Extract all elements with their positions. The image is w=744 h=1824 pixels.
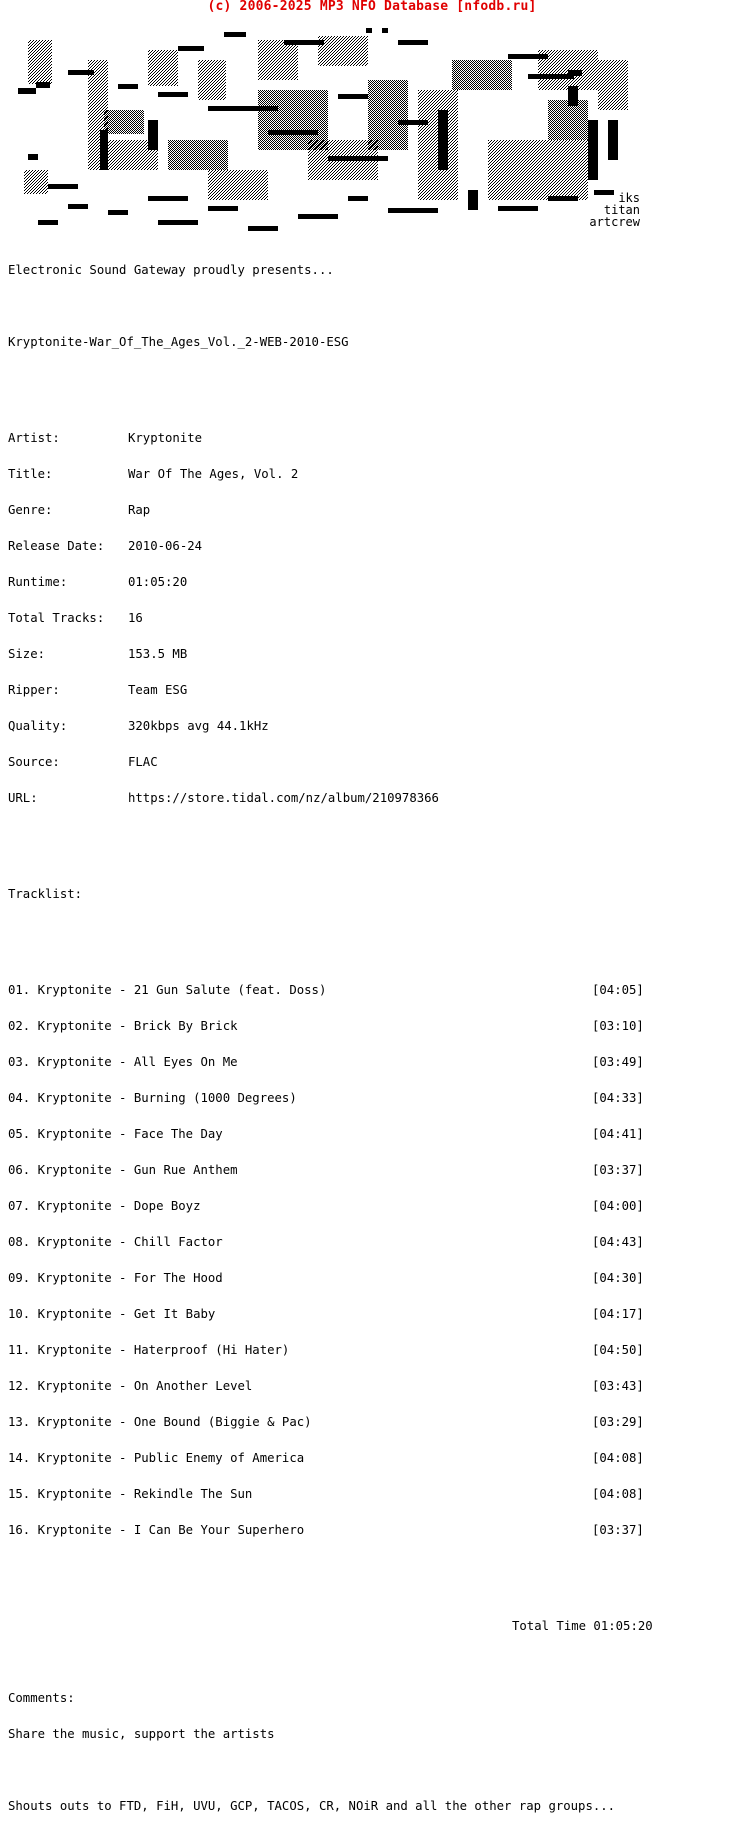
field-value: Team ESG	[128, 683, 188, 697]
track-duration: [03:37]	[592, 1523, 644, 1537]
track-title: 15. Kryptonite - Rekindle The Sun	[8, 1487, 253, 1501]
track-duration: [04:50]	[592, 1343, 644, 1357]
track-title: 09. Kryptonite - For The Hood	[8, 1271, 223, 1285]
track-duration: [03:49]	[592, 1055, 644, 1069]
track-row	[8, 1128, 708, 1140]
field-key: Ripper:	[8, 683, 60, 697]
tracklist-heading: Tracklist:	[8, 887, 83, 901]
logo-credit: artcrew	[589, 215, 640, 229]
field-value: FLAC	[128, 755, 158, 769]
field-row	[8, 792, 708, 804]
comments-heading: Comments:	[8, 1691, 75, 1705]
field-key: Title:	[8, 467, 53, 481]
field-value: 320kbps avg 44.1kHz	[128, 719, 269, 733]
track-title: 04. Kryptonite - Burning (1000 Degrees)	[8, 1091, 297, 1105]
logo-credit: titan	[603, 203, 640, 217]
logo-credit: iks	[618, 191, 640, 205]
track-row	[8, 1272, 708, 1284]
track-duration: [04:41]	[592, 1127, 644, 1141]
track-row	[8, 1308, 708, 1320]
track-duration: [03:29]	[592, 1415, 644, 1429]
track-row	[8, 1092, 708, 1104]
track-title: 07. Kryptonite - Dope Boyz	[8, 1199, 201, 1213]
track-title: 16. Kryptonite - I Can Be Your Superhero	[8, 1523, 305, 1537]
field-value: War Of The Ages, Vol. 2	[128, 467, 299, 481]
track-duration: [04:05]	[592, 983, 644, 997]
track-title: 08. Kryptonite - Chill Factor	[8, 1235, 223, 1249]
field-row	[8, 540, 708, 552]
field-key: Size:	[8, 647, 46, 661]
field-key: Total Tracks:	[8, 611, 105, 625]
track-duration: [03:10]	[592, 1019, 644, 1033]
track-row	[8, 1164, 708, 1176]
field-row	[8, 504, 708, 516]
field-value: https://store.tidal.com/nz/album/210978366	[128, 791, 439, 805]
field-row	[8, 648, 708, 660]
esg-ascii-logo	[8, 20, 644, 232]
field-row	[8, 720, 708, 732]
track-title: 12. Kryptonite - On Another Level	[8, 1379, 253, 1393]
track-title: 14. Kryptonite - Public Enemy of America	[8, 1451, 305, 1465]
field-value: 16	[128, 611, 143, 625]
field-value: Kryptonite	[128, 431, 203, 445]
track-duration: [04:33]	[592, 1091, 644, 1105]
track-row	[8, 1056, 708, 1068]
intro-line: Electronic Sound Gateway proudly presents...	[8, 263, 334, 277]
field-key: Artist:	[8, 431, 60, 445]
track-row	[8, 1488, 708, 1500]
track-row	[8, 984, 708, 996]
tracklist	[8, 960, 708, 1560]
comments-text: Share the music, support the artists	[8, 1727, 275, 1741]
release-name: Kryptonite-War_Of_The_Ages_Vol._2-WEB-2010-ESG	[8, 335, 349, 349]
field-value: 153.5 MB	[128, 647, 188, 661]
track-title: 01. Kryptonite - 21 Gun Salute (feat. Doss)	[8, 983, 327, 997]
track-duration: [04:30]	[592, 1271, 644, 1285]
field-key: Runtime:	[8, 575, 68, 589]
track-duration: [04:00]	[592, 1199, 644, 1213]
track-duration: [03:43]	[592, 1379, 644, 1393]
track-row	[8, 1524, 708, 1536]
field-row	[8, 612, 708, 624]
logo-credits	[589, 192, 640, 228]
track-row	[8, 1380, 708, 1392]
release-fields	[8, 408, 708, 828]
site-banner[interactable]: (c) 2006-2025 MP3 NFO Database [nfodb.ru]	[207, 0, 537, 14]
track-title: 03. Kryptonite - All Eyes On Me	[8, 1055, 238, 1069]
track-row	[8, 1200, 708, 1212]
track-row	[8, 1344, 708, 1356]
field-row	[8, 432, 708, 444]
field-key: Quality:	[8, 719, 68, 733]
field-key: URL:	[8, 791, 38, 805]
field-value: Rap	[128, 503, 151, 517]
track-title: 05. Kryptonite - Face The Day	[8, 1127, 223, 1141]
field-value: 01:05:20	[128, 575, 188, 589]
track-row	[8, 1416, 708, 1428]
track-row	[8, 1020, 708, 1032]
track-title: 06. Kryptonite - Gun Rue Anthem	[8, 1163, 238, 1177]
shoutouts: Shouts outs to FTD, FiH, UVU, GCP, TACOS, CR, NOiR and all the other rap groups...	[8, 1799, 616, 1813]
field-key: Genre:	[8, 503, 53, 517]
track-title: 02. Kryptonite - Brick By Brick	[8, 1019, 238, 1033]
track-title: 11. Kryptonite - Haterproof (Hi Hater)	[8, 1343, 290, 1357]
track-title: 13. Kryptonite - One Bound (Biggie & Pac)	[8, 1415, 312, 1429]
total-time: Total Time 01:05:20	[512, 1619, 653, 1633]
field-row	[8, 756, 708, 768]
track-row	[8, 1452, 708, 1464]
field-row	[8, 684, 708, 696]
track-duration: [04:43]	[592, 1235, 644, 1249]
track-duration: [04:08]	[592, 1451, 644, 1465]
track-duration: [04:17]	[592, 1307, 644, 1321]
field-key: Release Date:	[8, 539, 105, 553]
track-duration: [03:37]	[592, 1163, 644, 1177]
nfo-text	[8, 240, 708, 1824]
field-key: Source:	[8, 755, 60, 769]
track-duration: [04:08]	[592, 1487, 644, 1501]
field-row	[8, 468, 708, 480]
track-title: 10. Kryptonite - Get It Baby	[8, 1307, 216, 1321]
track-row	[8, 1236, 708, 1248]
field-row	[8, 576, 708, 588]
field-value: 2010-06-24	[128, 539, 203, 553]
